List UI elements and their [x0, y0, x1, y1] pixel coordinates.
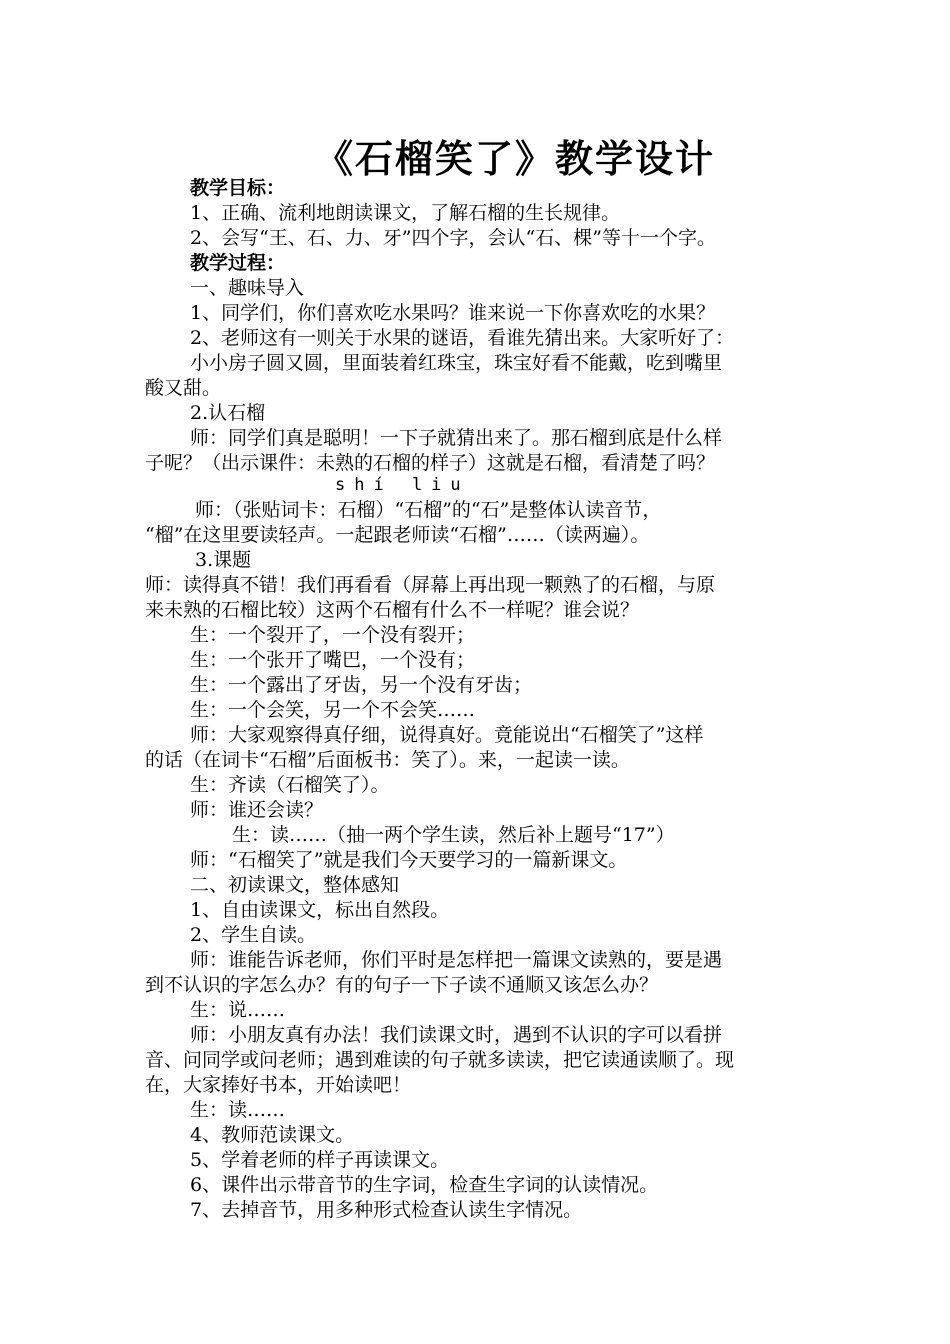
paragraph: 师：大家观察得真仔细，说得真好。竟能说出“石榴笑了”这样: [190, 724, 704, 746]
step-item: 5、学着老师的样子再读课文。: [190, 1149, 450, 1171]
paragraph: 的话（在词卡“石榴”后面板书：笑了）。来，一起读一读。: [145, 749, 630, 771]
goal-2: 2、会写“王、石、力、牙”四个字，会认“石、棵”等十一个字。: [190, 227, 716, 249]
paragraph: 在，大家捧好书本，开始读吧！: [145, 1074, 412, 1096]
pinyin-line: shí liu: [335, 475, 470, 495]
student-answer: 生：一个会笑，另一个不会笑……: [190, 699, 476, 721]
page-title: 《石榴笑了》教学设计: [314, 136, 715, 181]
paragraph: 到不认识的字怎么办？有的句子一下子读不通顺又该怎么办？: [145, 974, 659, 996]
section-1-heading: 一、趣味导入: [190, 277, 305, 299]
paragraph: 师：同学们真是聪明！一下子就猜出来了。那石榴到底是什么样: [190, 427, 723, 449]
paragraph: 师：读得真不错！我们再看看（屏幕上再出现一颗熟了的石榴，与原: [145, 574, 716, 596]
student-answer: 生：齐读（石榴笑了）。: [190, 774, 390, 796]
paragraph: 来未熟的石榴比较）这两个石榴有什么不一样呢？谁会说？: [145, 599, 640, 621]
section-2-heading: 二、初读课文，整体感知: [190, 874, 400, 896]
paragraph: 音、问同学或问老师；遇到难读的句子就多读读，把它读通读顺了。现: [145, 1049, 735, 1071]
step-item: 4、教师范读课文。: [190, 1124, 355, 1146]
paragraph: 师：谁能告诉老师，你们平时是怎样把一篇课文读熟的，要是遇: [190, 949, 723, 971]
paragraph: 子呢？（出示课件：未熟的石榴的样子）这就是石榴，看清楚了吗？: [145, 452, 716, 474]
student-answer: 生：说……: [190, 999, 286, 1021]
step-item: 7、去掉音节，用多种形式检查认读生字情况。: [190, 1199, 583, 1221]
paragraph: 1、同学们，你们喜欢吃水果吗？谁来说一下你喜欢吃的水果？: [190, 302, 716, 324]
riddle-line: 小小房子圆又圆，里面装着红珠宝，珠宝好看不能戴，吃到嘴里: [190, 352, 723, 374]
student-answer: 生：一个裂开了，一个没有裂开；: [190, 624, 476, 646]
riddle-line: 酸又甜。: [145, 377, 222, 399]
student-answer: 生：一个露出了牙齿，另一个没有牙齿；: [190, 674, 533, 696]
step-item: 6、课件出示带音节的生字词，检查生字词的认读情况。: [190, 1174, 659, 1196]
teacher-line: 师：“石榴笑了”就是我们今天要学习的一篇新课文。: [190, 849, 628, 871]
paragraph: “榴”在这里要读轻声。一起跟老师读“石榴”……（读两遍）。: [145, 524, 650, 546]
paragraph: 师：小朋友真有办法！我们读课文时，遇到不认识的字可以看拼: [190, 1024, 723, 1046]
process-heading: 教学过程：: [190, 252, 286, 274]
goal-1: 1、正确、流利地朗读课文，了解石榴的生长规律。: [190, 202, 621, 224]
goals-heading: 教学目标：: [190, 177, 286, 199]
teacher-line: 师：谁还会读？: [190, 799, 324, 821]
paragraph: 师：（张贴词卡：石榴）“石榴”的“石”是整体认读音节，: [195, 499, 662, 521]
student-answer: 生：读……（抽一两个学生读，然后补上题号“17”）: [232, 824, 675, 846]
step-item: 2、学生自读。: [190, 924, 317, 946]
subsection-heading: 2.认石榴: [190, 402, 266, 424]
step-item: 1、自由读课文，标出自然段。: [190, 899, 450, 921]
student-answer: 生：读……: [190, 1099, 286, 1121]
paragraph: 2、老师这有一则关于水果的谜语，看谁先猜出来。大家听好了：: [190, 327, 735, 349]
student-answer: 生：一个张开了嘴巴，一个没有；: [190, 649, 476, 671]
subsection-heading: 3.课题: [195, 549, 252, 571]
